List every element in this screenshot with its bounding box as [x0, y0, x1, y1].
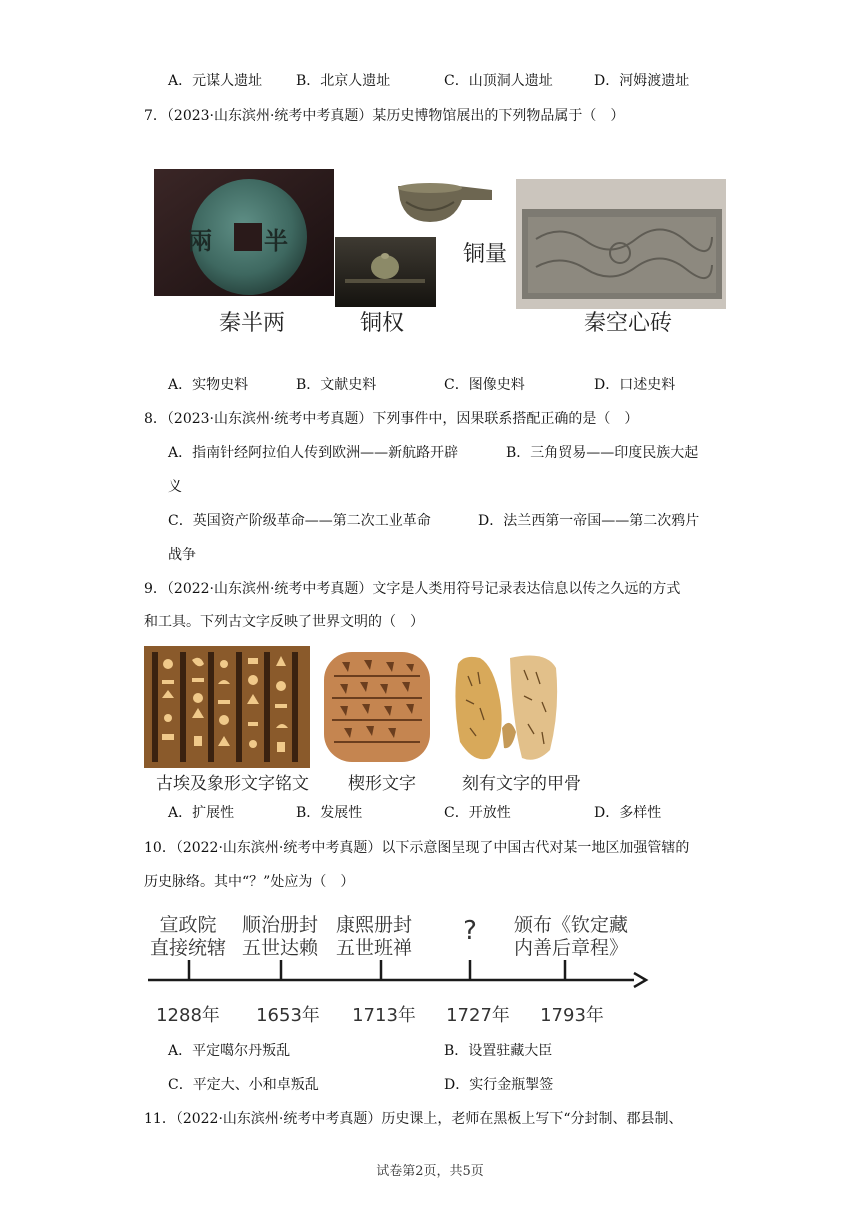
timeline-event-1713-bottom: 五世班禅	[335, 937, 412, 959]
timeline-year-1793: 1793年	[540, 1005, 604, 1026]
q6-option-b: B．北京人遗址	[296, 73, 391, 89]
q8-option-b: B．三角贸易——印度民族大起	[506, 445, 699, 461]
timeline-event-1653-bottom: 五世达赖	[241, 937, 318, 959]
timeline-year-1653: 1653年	[256, 1005, 320, 1026]
q7-stem: 7．（2023·山东滨州·统考中考真题）某历史博物馆展出的下列物品属于（ ）	[144, 108, 625, 124]
timeline-event-1727-unknown: ?	[463, 916, 477, 946]
cuneiform-caption: 楔形文字	[348, 774, 416, 794]
egyptian-hieroglyphs-image	[144, 646, 310, 768]
q9-option-a: A．扩展性	[168, 805, 235, 821]
q10-option-b: B．设置驻藏大臣	[444, 1043, 553, 1059]
q10-stem-line1: 10．（2022·山东滨州·统考中考真题）以下示意图呈现了中国古代对某一地区加强管辖的	[144, 840, 690, 856]
q10-stem-line2: 历史脉络。其中“？”处应为（ ）	[144, 874, 355, 890]
q9-option-d: D．多样性	[594, 805, 662, 821]
q8-stem: 8．（2023·山东滨州·统考中考真题）下列事件中，因果联系搭配正确的是（ ）	[144, 411, 639, 427]
qin-hollow-brick-image	[516, 179, 726, 309]
bronze-weight-image	[335, 237, 436, 307]
timeline-event-1713-top: 康熙册封	[335, 914, 412, 936]
q6-option-c: C．山顶洞人遗址	[444, 73, 553, 89]
q7-option-d: D．口述史料	[594, 377, 676, 393]
q9-stem-line1: 9．（2022·山东滨州·统考中考真题）文字是人类用符号记录表达信息以传之久远的方式	[144, 581, 681, 597]
page-footer: 试卷第2页，共5页	[376, 1164, 484, 1179]
egyptian-hieroglyphs-caption: 古埃及象形文字铭文	[156, 774, 309, 794]
timeline-year-1727: 1727年	[446, 1005, 510, 1026]
q8-option-a: A．指南针经阿拉伯人传到欧洲——新航路开辟	[168, 445, 459, 461]
timeline-event-1793-bottom: 内善后章程》	[513, 937, 628, 959]
q8-option-c: C．英国资产阶级革命——第二次工业革命	[168, 513, 431, 529]
timeline-event-1288-bottom: 直接统辖	[149, 937, 226, 959]
oracle-bones-caption: 刻有文字的甲骨	[462, 774, 581, 794]
bronze-measure-caption: 铜量	[463, 242, 508, 267]
qin-hollow-brick-caption: 秦空心砖	[584, 311, 673, 336]
timeline-event-1793-top: 颁布《钦定藏	[513, 914, 628, 936]
q10-option-c: C．平定大、小和卓叛乱	[168, 1077, 319, 1093]
q10-option-d: D．实行金瓶掣签	[444, 1077, 554, 1093]
q6-option-a: A．元谋人遗址	[168, 73, 263, 89]
timeline-event-1288-top: 宣政院	[159, 914, 217, 936]
qin-banliang-coin-image	[154, 169, 334, 296]
q8-option-b-continued: 义	[168, 479, 182, 495]
bronze-measure-image	[396, 178, 496, 226]
q8-option-d: D．法兰西第一帝国——第二次鸦片	[478, 513, 700, 529]
timeline-year-1713: 1713年	[352, 1005, 416, 1026]
qin-banliang-caption: 秦半两	[219, 311, 286, 336]
q8-option-d-continued: 战争	[168, 547, 196, 563]
q9-option-b: B．发展性	[296, 805, 363, 821]
cuneiform-tablet-image	[320, 648, 434, 766]
q9-option-c: C．开放性	[444, 805, 511, 821]
q11-stem: 11．（2022·山东滨州·统考中考真题）历史课上，老师在黑板上写下“分封制、郡县制、	[144, 1111, 683, 1127]
q7-option-b: B．文献史料	[296, 377, 377, 393]
timeline-event-1653-top: 顺治册封	[241, 914, 318, 936]
oracle-bones-image	[450, 650, 564, 768]
coin-inscription: 兩 半	[188, 227, 302, 255]
q9-stem-line2: 和工具。下列古文字反映了世界文明的（ ）	[144, 614, 424, 630]
q6-option-d: D．河姆渡遗址	[594, 73, 690, 89]
timeline-year-1288: 1288年	[156, 1005, 220, 1026]
q7-option-a: A．实物史料	[168, 377, 249, 393]
q7-option-c: C．图像史料	[444, 377, 525, 393]
q10-option-a: A．平定噶尔丹叛乱	[168, 1043, 291, 1059]
bronze-weight-caption: 铜权	[360, 311, 405, 336]
